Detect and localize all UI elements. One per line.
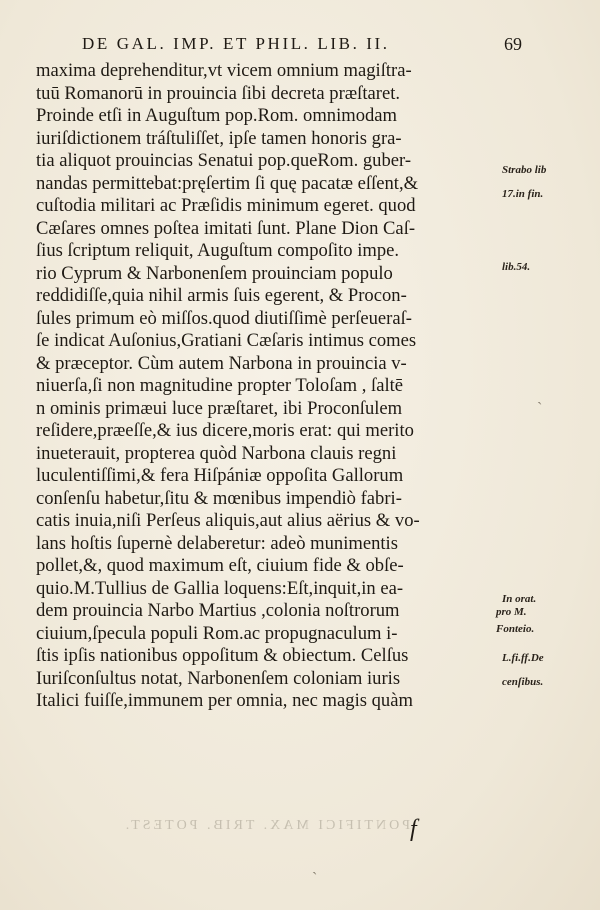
text-line: niuerſa,ſi non magnitudine propter Toloſam , ſaltē [36,375,404,396]
ink-mark-icon: ˋ [312,870,318,887]
page-header [82,34,522,58]
text-line: ſius ſcriptum reliquit, Auguſtum compoſito impe. [36,240,400,261]
text-line: Cæſares omnes poſtea imitati ſunt. Plane Dion Caſ- [36,217,416,239]
text-line: luculentiſſimi,& fera Hiſpániæ oppoſita Gallorum [36,465,404,486]
body-text [36,60,496,713]
text-line: maxima deprehenditur,vt vicem omnium magiſtra- [36,60,412,81]
text-line: quio.M.Tullius de Gallia loquens:Eſt,inquit,in ea- [36,577,404,599]
text-line: ſtis ipſis nationibus oppoſitum & obiectum. Celſus [36,645,409,666]
text-line: rio Cyprum & Narbonenſem prouinciam populo [36,262,393,284]
marginal-note: lib.54. [502,261,531,273]
ink-mark-icon: ˏ [537,388,543,405]
text-line: lans hoſtis ſupernè delaberetur: adeò munimentis [36,532,398,554]
text-line: n ominis primæui luce præſtaret, ibi Proconſulem [36,397,403,419]
text-line: conſenſu habetur,ſitu & mœnibus impendiò fabri- [36,487,402,509]
show-through-text: PONTIFICI MAX. TRIB. POTEST. [122,818,410,833]
running-head: DE GAL. IMP. ET PHIL. LIB. II. [82,34,390,53]
text-line: cuſtodia militari ac Præſidis minimum egeret. quod [36,195,416,216]
text-line: tuū Romanorū in prouincia ſibi decreta præſtaret. [36,82,401,104]
text-line: inueterauit, propterea quòd Narbona clauis regni [36,442,397,464]
text-line: Proinde etſi in Auguſtum pop.Rom. omnimodam [36,105,398,126]
text-line: ciuium,ſpecula populi Rom.ac propugnaculum i- [36,622,398,644]
text-line: tia aliquot prouincias Senatui pop.queRom. guber- [36,150,412,171]
signature-mark: f [410,816,417,842]
marginal-note: Fonteio. [496,623,535,635]
text-line: dem prouincia Narbo Martius ,colonia noſtrorum [36,600,400,621]
text-line: ſe indicat Auſonius,Gratiani Cæſaris intimus comes [36,330,417,351]
text-line: reſidere,præeſſe,& ius dicere,moris erat: qui merito [36,420,414,441]
text-line: Italici fuiſſe,immunem per omnia, nec magis quàm [36,690,413,711]
marginal-note: Strabo lib [502,164,547,176]
marginal-note: pro M. [496,606,527,618]
text-line: Iuriſconſultus notat, Narbonenſem coloniam iuris [36,667,401,689]
text-line: & præceptor. Cùm autem Narbona in prouincia v- [36,352,407,374]
text-line: ſules primum eò miſſos.quod diutiſſimè perſeueraſ- [36,307,412,329]
text-line: catis inuia,niſi Perſeus aliquis,aut alius aërius & vo- [36,510,420,531]
text-line: reddidiſſe,quia nihil armis ſuis egerent, & Procon- [36,285,407,306]
marginal-note: cenſibus. [502,676,544,688]
text-line: iuriſdictionem tráſtuliſſet, ipſe tamen honoris gra- [36,127,402,149]
marginal-note: In orat. [502,593,537,605]
page-number: 69 [504,34,522,54]
text-line: pollet,&, quod maximum eſt, ciuium fide & obſe- [36,555,404,576]
marginal-note: 17.in fin. [502,188,544,200]
marginal-note: L.fi.ff.De [502,652,544,664]
text-line: nandas permittebat:pręſertim ſi quę pacatæ eſſent,& [36,172,419,194]
